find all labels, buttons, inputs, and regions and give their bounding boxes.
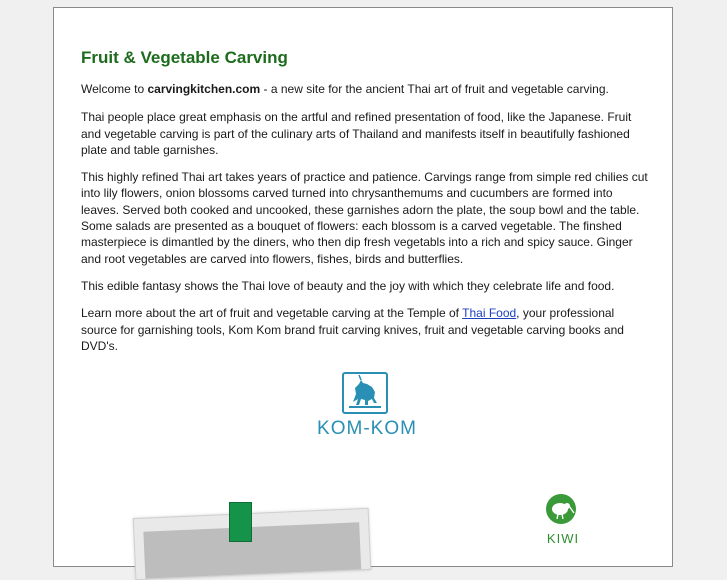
learn-prefix: Learn more about the art of fruit and vegetable carving at the Temple of: [81, 306, 463, 321]
site-name: carvingkitchen.com: [147, 82, 261, 96]
kiwi-bird-icon: [546, 494, 576, 524]
intro-paragraph: [81, 81, 649, 97]
intro-prefix: Welcome to: [81, 82, 148, 96]
paragraph-learn-more: [81, 305, 649, 354]
learn-suffix: , your professional source for garnishing tools, Kom Kom brand fruit carving knives, fruit and vegetable carving books and DVD's.: [81, 306, 624, 353]
paragraph-presentation: Thai people place great emphasis on the artful and refined presentation of food, like the Japanese. Fruit and vegetable carving is part of the culinary arts of Thailand and manifests itself in beautifully fashioned plate and table garnishes.: [81, 110, 632, 157]
intro-suffix: - a new site for the ancient Thai art of fruit and vegetable carving.: [260, 82, 609, 96]
green-tab: [229, 502, 252, 542]
komkom-logo[interactable]: [294, 370, 440, 450]
article-content: [81, 48, 649, 365]
page-title: Fruit & Vegetable Carving: [81, 48, 288, 67]
paragraph-refined-art: This highly refined Thai art takes years of practice and patience. Carvings range from simple red chilies cut into lily flowers, onion blossoms carved turned into chrysanthemums and cucumbers are formed into leaves. Served both cooked and uncooked, these garnishes adorn the plate, the soup bowl and the table. Some salads are presented as a bouquet of flowers: each blossom is a carved vegetable. The finshed masterpiece is dimantled by the diners, who then dip fresh vegetabls into a rich and spicy sauce. Ginger and root vegetables are carved into flowers, fishes, birds and butterflies.: [81, 170, 648, 266]
kiwi-logo[interactable]: [537, 491, 589, 553]
thai-food-link[interactable]: Thai Food: [462, 306, 517, 321]
komkom-text: KOM-KOM: [317, 418, 417, 439]
unicorn-icon: [342, 372, 388, 414]
page-container: [53, 7, 673, 567]
kiwi-text: KIWI: [546, 531, 580, 546]
photo-placeholder: [143, 522, 361, 578]
photo-frame: [133, 508, 371, 580]
paragraph-edible-fantasy: This edible fantasy shows the Thai love of beauty and the joy with which they celebrate life and food.: [81, 278, 615, 293]
